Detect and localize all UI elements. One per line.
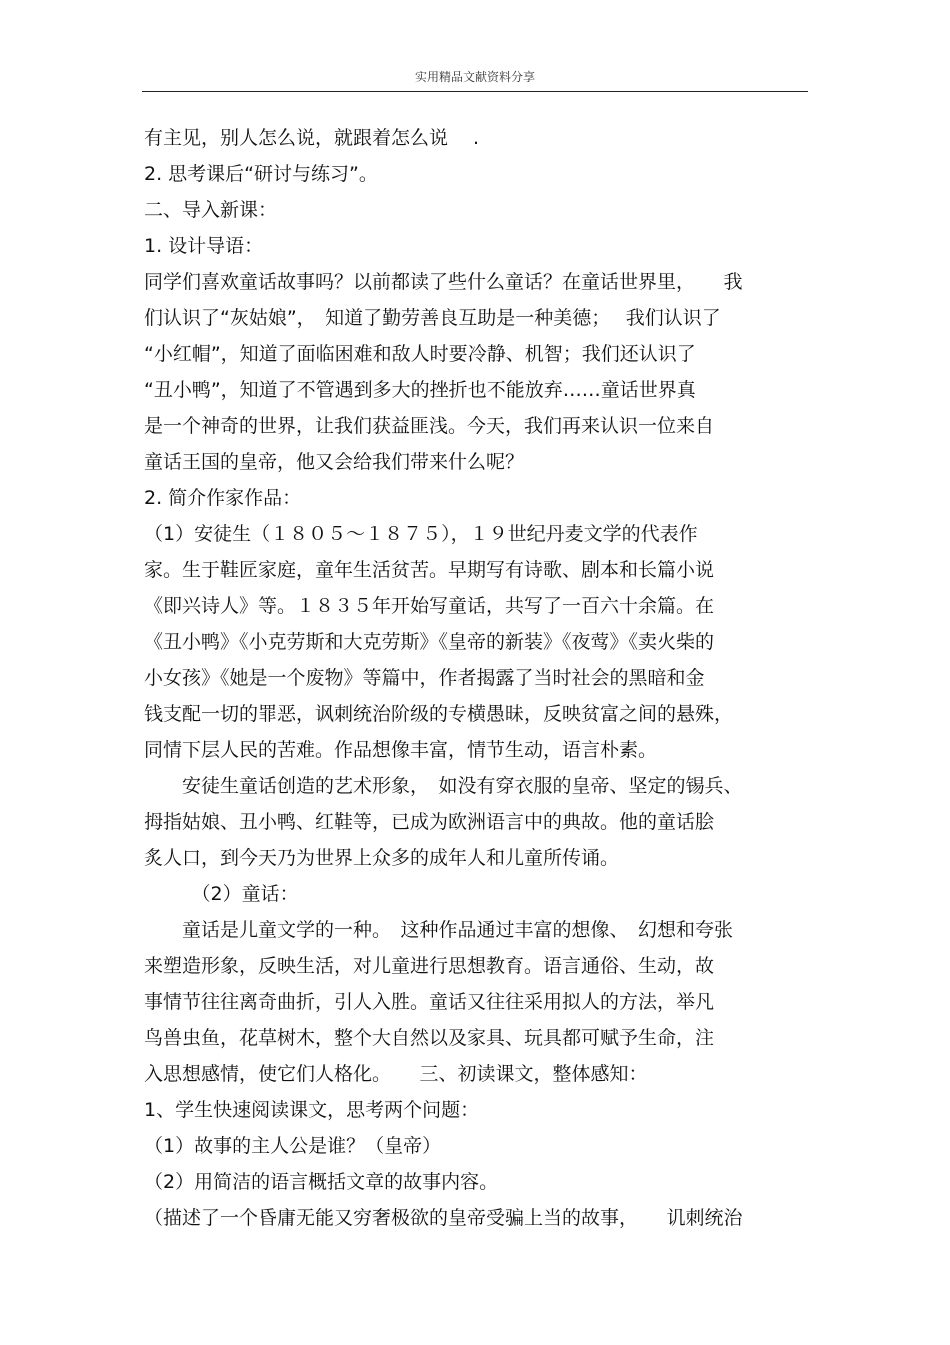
text-line: 们认识了“灰姑娘”， 知道了勤劳善良互助是一种美德； 我们认识了 (144, 307, 721, 329)
text-line: 事情节往往离奇曲折，引人入胜。童话又往往采用拟人的方法，举凡 (144, 991, 715, 1013)
section-heading: 二、导入新课： (144, 199, 278, 221)
subsection-heading: 2. 简介作家作品： (144, 487, 302, 509)
text-line: 有主见，别人怎么说，就跟着怎么说 . (144, 127, 480, 149)
text-line: 2. 思考课后“研讨与练习”。 (144, 163, 378, 185)
subsection-heading: 1. 设计导语： (144, 235, 264, 257)
text-line: 是一个神奇的世界，让我们获益匪浅。今天，我们再来认识一位来自 (144, 415, 715, 437)
text-line: “丑小鸭”，知道了不管遇到多大的挫折也不能放弃……童话世界真 (144, 379, 696, 401)
text-line: 入思想感情，使它们人格化。 三、初读课文，整体感知： (144, 1063, 648, 1085)
text-line: 《即兴诗人》等。１８３５年开始写童话，共写了一百六十余篇。在 (144, 595, 715, 617)
text-line: （描述了一个昏庸无能又穷奢极欲的皇帝受骗上当的故事， 讥刺统治 (144, 1207, 743, 1229)
text-line: 炙人口，到今天乃为世界上众多的成年人和儿童所传诵。 (144, 847, 620, 869)
text-line: 来塑造形象，反映生活，对儿童进行思想教育。语言通俗、生动，故 (144, 955, 715, 977)
text-line: “小红帽”，知道了面临困难和敌人时要冷静、机智；我们还认识了 (144, 343, 696, 365)
text-line: （1）故事的主人公是谁？（皇帝） (144, 1135, 442, 1157)
text-line: 钱支配一切的罪恶，讽刺统治阶级的专横愚昧，反映贫富之间的悬殊， (144, 703, 734, 725)
text-line: （2）用简洁的语言概括文章的故事内容。 (144, 1171, 499, 1193)
page-header: 实用精品文献资料分享 (414, 70, 535, 84)
text-line: 家。生于鞋匠家庭，童年生活贫苦。早期写有诗歌、剧本和长篇小说 (144, 559, 715, 581)
text-line: 《丑小鸭》《小克劳斯和大克劳斯》《皇帝的新装》《夜莺》《卖火柴的 (144, 631, 715, 653)
text-line: （1）安徒生（１８０５～１８７５），１９世纪丹麦文学的代表作 (144, 523, 698, 545)
header-divider (142, 91, 808, 92)
text-line: 1、学生快速阅读课文，思考两个问题： (144, 1099, 480, 1121)
document-body (144, 120, 808, 1236)
text-line: 拇指姑娘、丑小鸭、红鞋等，已成为欧洲语言中的典故。他的童话脍 (144, 811, 715, 833)
text-line: 同学们喜欢童话故事吗？以前都读了些什么童话？在童话世界里， 我 (144, 271, 743, 293)
text-line: 童话王国的皇帝，他又会给我们带来什么呢？ (144, 451, 525, 473)
text-line: 童话是儿童文学的一种。 这种作品通过丰富的想像、 幻想和夸张 (144, 919, 734, 941)
text-line: 安徒生童话创造的艺术形象， 如没有穿衣服的皇帝、坚定的锡兵、 (144, 775, 743, 797)
subsection-heading: （2）童话： (144, 883, 299, 905)
text-line: 小女孩》《她是一个废物》等篇中，作者揭露了当时社会的黑暗和金 (144, 667, 705, 689)
text-line: 同情下层人民的苦难。作品想像丰富，情节生动，语言朴素。 (144, 739, 658, 761)
text-line: 鸟兽虫鱼，花草树木，整个大自然以及家具、玩具都可赋予生命，注 (144, 1027, 715, 1049)
